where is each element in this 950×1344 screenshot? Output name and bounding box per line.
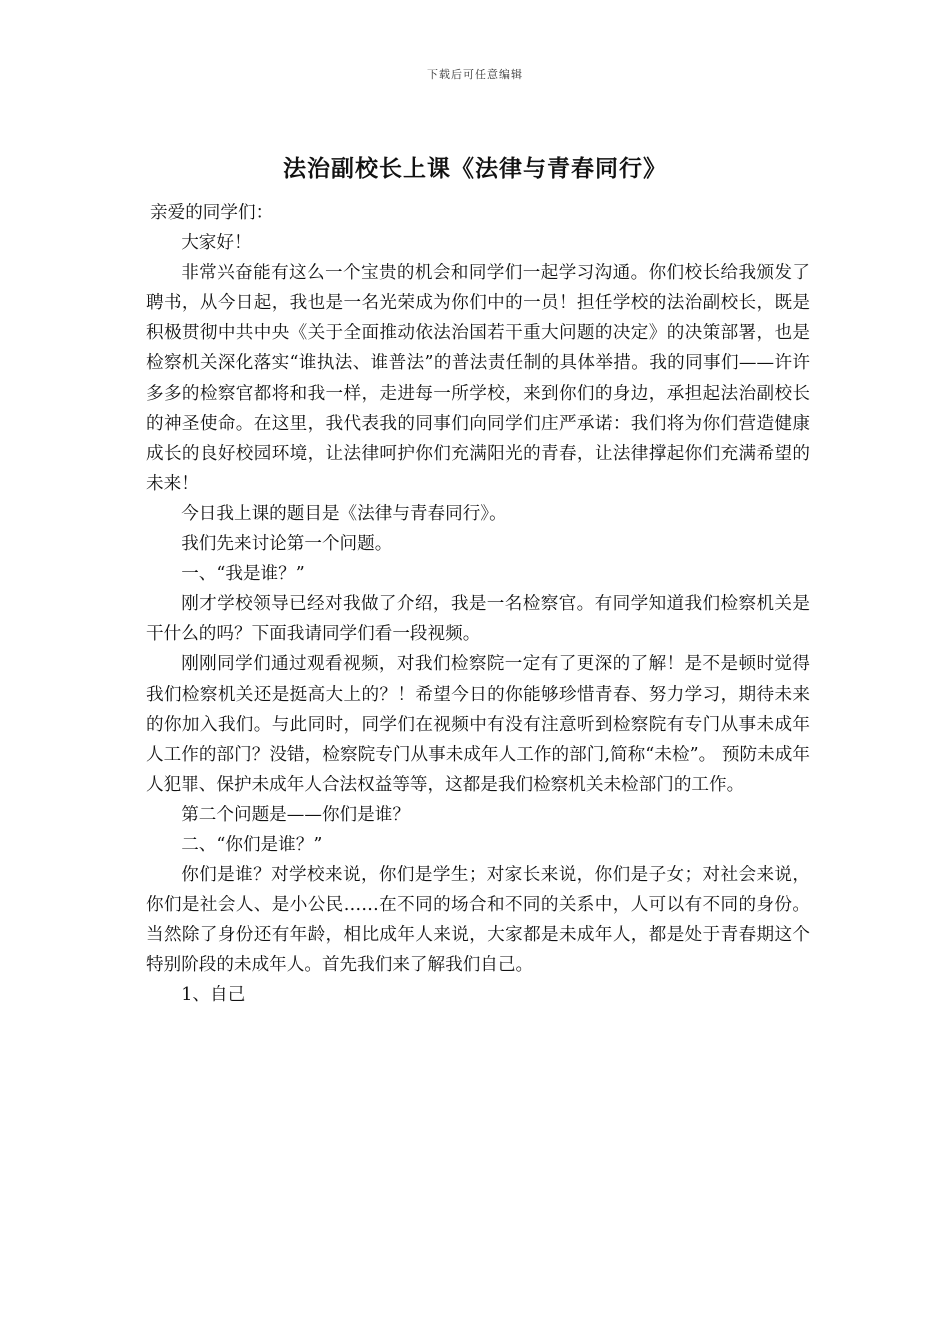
paragraph-first-question: 我们先来讨论第一个问题。 [181,534,393,555]
paragraph-second-question: 第二个问题是——你们是谁？ [181,804,410,825]
page-header-note: 下载后可任意编辑 [427,68,523,81]
section-heading-who-am-i: 一、“我是谁？” [181,564,305,585]
paragraph-lesson-topic: 今日我上课的题目是《法律与青春同行》。 [181,503,507,524]
salutation: 亲爱的同学们： [150,203,274,223]
section-heading-who-are-you: 二、“你们是谁？” [181,834,323,855]
paragraph-prosecutor-intro: 刚才学校领导已经对我做了介绍，我是一名检察官。有同学知道我们检察机关是干什么的吗？下面我请同学们看一段视频。 [146,594,810,645]
document-body [146,198,810,1011]
paragraph-video-discussion: 刚刚同学们通过观看视频，对我们检察院一定有了更深的了解！是不是顿时觉得我们检察机关还是挺高大上的？！希望今日的你能够珍惜青春、努力学习，期待未来的你加入我们。与此同时，同学们在视频中有没有注意听到检察院有专门从事未成年人工作的部门？没错，检察院专门从事未成年人工作的部门,简称“未检”。 预防未成年人犯罪、保护未成年人合法权益等等，这都是我们检察机关未检部门的工作。 [146,654,810,795]
paragraph-identity: 你们是谁？对学校来说，你们是学生；对家长来说，你们是子女；对社会来说，你们是社会人、是小公民……在不同的场合和不同的关系中，人可以有不同的身份。当然除了身份还有年龄，相比成年人来说，大家都是未成年人，都是处于青春期这个特别阶段的未成年人。首先我们来了解我们自己。 [146,865,810,976]
subsection-heading-self: 1、自己 [181,985,246,1006]
paragraph-greeting: 大家好！ [181,233,252,254]
document-title: 法治副校长上课《法律与青春同行》 [283,155,667,182]
paragraph-introduction: 非常兴奋能有这么一个宝贵的机会和同学们一起学习沟通。你们校长给我颁发了聘书，从今日起，我也是一名光荣成为你们中的一员！担任学校的法治副校长，既是积极贯彻中共中央《关于全面推动依法治国若干重大问题的决定》的决策部署，也是检察机关深化落实“谁执法、谁普法”的普法责任制的具体举措。我的同事们——许许多多的检察官都将和我一样，走进每一所学校，来到你们的身边，承担起法治副校长的神圣使命。在这里，我代表我的同事们向同学们庄严承诺：我们将为你们营造健康成长的良好校园环境，让法律呵护你们充满阳光的青春，让法律撑起你们充满希望的未来！ [146,263,810,494]
